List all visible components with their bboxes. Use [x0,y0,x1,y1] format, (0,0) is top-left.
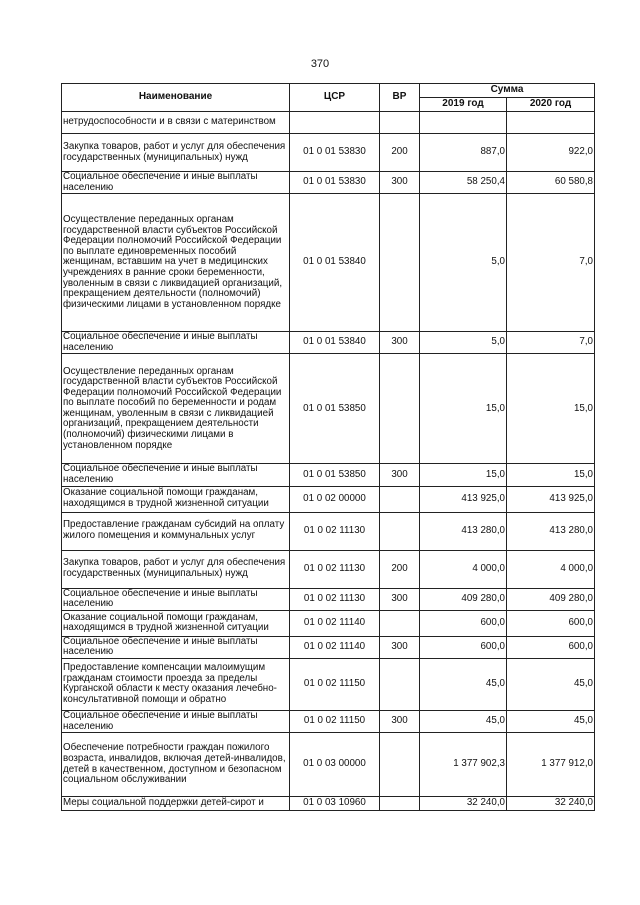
table-row [62,194,595,332]
row-sum-2019-cell: 32 240,0 [420,797,507,811]
row-sum-2020-cell: 409 280,0 [507,588,595,610]
row-name-cell: Оказание социальной помощи гражданам, находящимся в трудной жизненной ситуации [62,486,290,512]
row-csr-cell: 01 0 02 11130 [290,512,380,550]
row-sum-2019-cell: 5,0 [420,194,507,332]
row-vr-cell: 300 [380,172,420,194]
page-number: 370 [310,58,330,70]
row-name-cell: Закупка товаров, работ и услуг для обеспечения государственных (муниципальных) нужд [62,550,290,588]
row-sum-2019-cell: 58 250,4 [420,172,507,194]
table-row [62,733,595,797]
row-sum-2020-cell: 600,0 [507,636,595,658]
row-sum-2019-cell: 413 280,0 [420,512,507,550]
row-name-cell: Осуществление переданных органам государственной власти субъектов Российской Федерации полномочий Российской Федерации по выплате пособий по беременности и родам женщинам, уволенным в связи с ликвидацией организаций, прекращением деятельности (полномочий) физическими лицами в установленном порядке [62,354,290,464]
row-csr-cell: 01 0 01 53840 [290,332,380,354]
row-csr-cell: 01 0 02 11140 [290,636,380,658]
row-name-cell: Предоставление компенсации малоимущим гражданам стоимости проезда за пределы Курганской области к месту оказания лечебно-консультативной помощи и обратно [62,658,290,710]
table-row [62,486,595,512]
row-vr-cell: 300 [380,464,420,486]
row-vr-cell: 300 [380,588,420,610]
row-sum-2020-cell: 45,0 [507,710,595,732]
row-sum-2019-cell: 600,0 [420,636,507,658]
row-sum-2019-cell [420,112,507,134]
row-name-cell: Социальное обеспечение и иные выплаты населению [62,332,290,354]
table-row [62,636,595,658]
row-vr-cell [380,658,420,710]
table-row [62,332,595,354]
row-sum-2019-cell: 600,0 [420,610,507,636]
row-sum-2020-cell: 413 925,0 [507,486,595,512]
row-vr-cell [380,610,420,636]
row-sum-2019-cell: 45,0 [420,710,507,732]
row-csr-cell: 01 0 02 00000 [290,486,380,512]
table-row [62,512,595,550]
row-sum-2020-cell: 60 580,8 [507,172,595,194]
row-vr-cell: 300 [380,332,420,354]
row-csr-cell: 01 0 03 10960 [290,797,380,811]
row-sum-2019-cell: 15,0 [420,354,507,464]
row-csr-cell: 01 0 01 53830 [290,134,380,172]
row-csr-cell [290,112,380,134]
row-name-cell: Социальное обеспечение и иные выплаты населению [62,710,290,732]
budget-table [61,83,595,811]
row-csr-cell: 01 0 01 53850 [290,354,380,464]
row-sum-2019-cell: 5,0 [420,332,507,354]
row-vr-cell: 200 [380,550,420,588]
row-sum-2020-cell: 600,0 [507,610,595,636]
row-csr-cell: 01 0 01 53840 [290,194,380,332]
row-csr-cell: 01 0 02 11140 [290,610,380,636]
row-sum-2020-cell: 7,0 [507,332,595,354]
row-sum-2019-cell: 887,0 [420,134,507,172]
table-row [62,610,595,636]
header-sum: Сумма [420,84,595,98]
row-vr-cell: 300 [380,710,420,732]
row-sum-2019-cell: 15,0 [420,464,507,486]
table-row [62,112,595,134]
table-body [62,112,595,811]
row-sum-2020-cell: 32 240,0 [507,797,595,811]
row-sum-2020-cell: 15,0 [507,464,595,486]
row-name-cell: Меры социальной поддержки детей-сирот и [62,797,290,811]
row-vr-cell [380,194,420,332]
row-csr-cell: 01 0 01 53830 [290,172,380,194]
row-sum-2019-cell: 1 377 902,3 [420,733,507,797]
row-csr-cell: 01 0 02 11150 [290,710,380,732]
row-name-cell: нетрудоспособности и в связи с материнством [62,112,290,134]
table-row [62,797,595,811]
table-row [62,354,595,464]
header-name: Наименование [62,84,290,112]
row-vr-cell [380,354,420,464]
row-sum-2020-cell: 413 280,0 [507,512,595,550]
row-csr-cell: 01 0 02 11150 [290,658,380,710]
row-sum-2019-cell: 45,0 [420,658,507,710]
row-vr-cell: 200 [380,134,420,172]
row-csr-cell: 01 0 03 00000 [290,733,380,797]
row-sum-2020-cell: 45,0 [507,658,595,710]
row-name-cell: Социальное обеспечение и иные выплаты населению [62,588,290,610]
row-vr-cell: 300 [380,636,420,658]
row-name-cell: Социальное обеспечение и иные выплаты населению [62,464,290,486]
row-sum-2020-cell [507,112,595,134]
row-sum-2019-cell: 409 280,0 [420,588,507,610]
row-csr-cell: 01 0 02 11130 [290,588,380,610]
row-vr-cell [380,486,420,512]
row-vr-cell [380,733,420,797]
row-name-cell: Социальное обеспечение и иные выплаты населению [62,172,290,194]
row-csr-cell: 01 0 02 11130 [290,550,380,588]
row-sum-2020-cell: 922,0 [507,134,595,172]
header-year-2020: 2020 год [507,98,595,112]
header-year-2019: 2019 год [420,98,507,112]
header-csr: ЦСР [290,84,380,112]
row-name-cell: Обеспечение потребности граждан пожилого возраста, инвалидов, включая детей-инвалидов, детей в качественном, доступном и безопасном социальном обслуживании [62,733,290,797]
row-vr-cell [380,112,420,134]
row-sum-2020-cell: 15,0 [507,354,595,464]
table-row [62,710,595,732]
table-row [62,550,595,588]
row-name-cell: Осуществление переданных органам государственной власти субъектов Российской Федерации полномочий Российской Федерации по выплате единовременных пособий женщинам, вставшим на учет в медицинских учреждениях в ранние сроки беременности, уволенным в связи с ликвидацией организаций, прекращением деятельности (полномочий) физическими лицами в установленном порядке [62,194,290,332]
table-row [62,588,595,610]
row-name-cell: Оказание социальной помощи гражданам, находящимся в трудной жизненной ситуации [62,610,290,636]
row-vr-cell [380,512,420,550]
row-sum-2020-cell: 7,0 [507,194,595,332]
row-name-cell: Социальное обеспечение и иные выплаты населению [62,636,290,658]
header-vr: ВР [380,84,420,112]
row-sum-2019-cell: 4 000,0 [420,550,507,588]
table-row [62,464,595,486]
row-vr-cell [380,797,420,811]
table-row [62,134,595,172]
row-sum-2020-cell: 4 000,0 [507,550,595,588]
table-row [62,172,595,194]
row-sum-2020-cell: 1 377 912,0 [507,733,595,797]
row-name-cell: Предоставление гражданам субсидий на оплату жилого помещения и коммунальных услуг [62,512,290,550]
table-row [62,658,595,710]
row-sum-2019-cell: 413 925,0 [420,486,507,512]
row-name-cell: Закупка товаров, работ и услуг для обеспечения государственных (муниципальных) нужд [62,134,290,172]
row-csr-cell: 01 0 01 53850 [290,464,380,486]
